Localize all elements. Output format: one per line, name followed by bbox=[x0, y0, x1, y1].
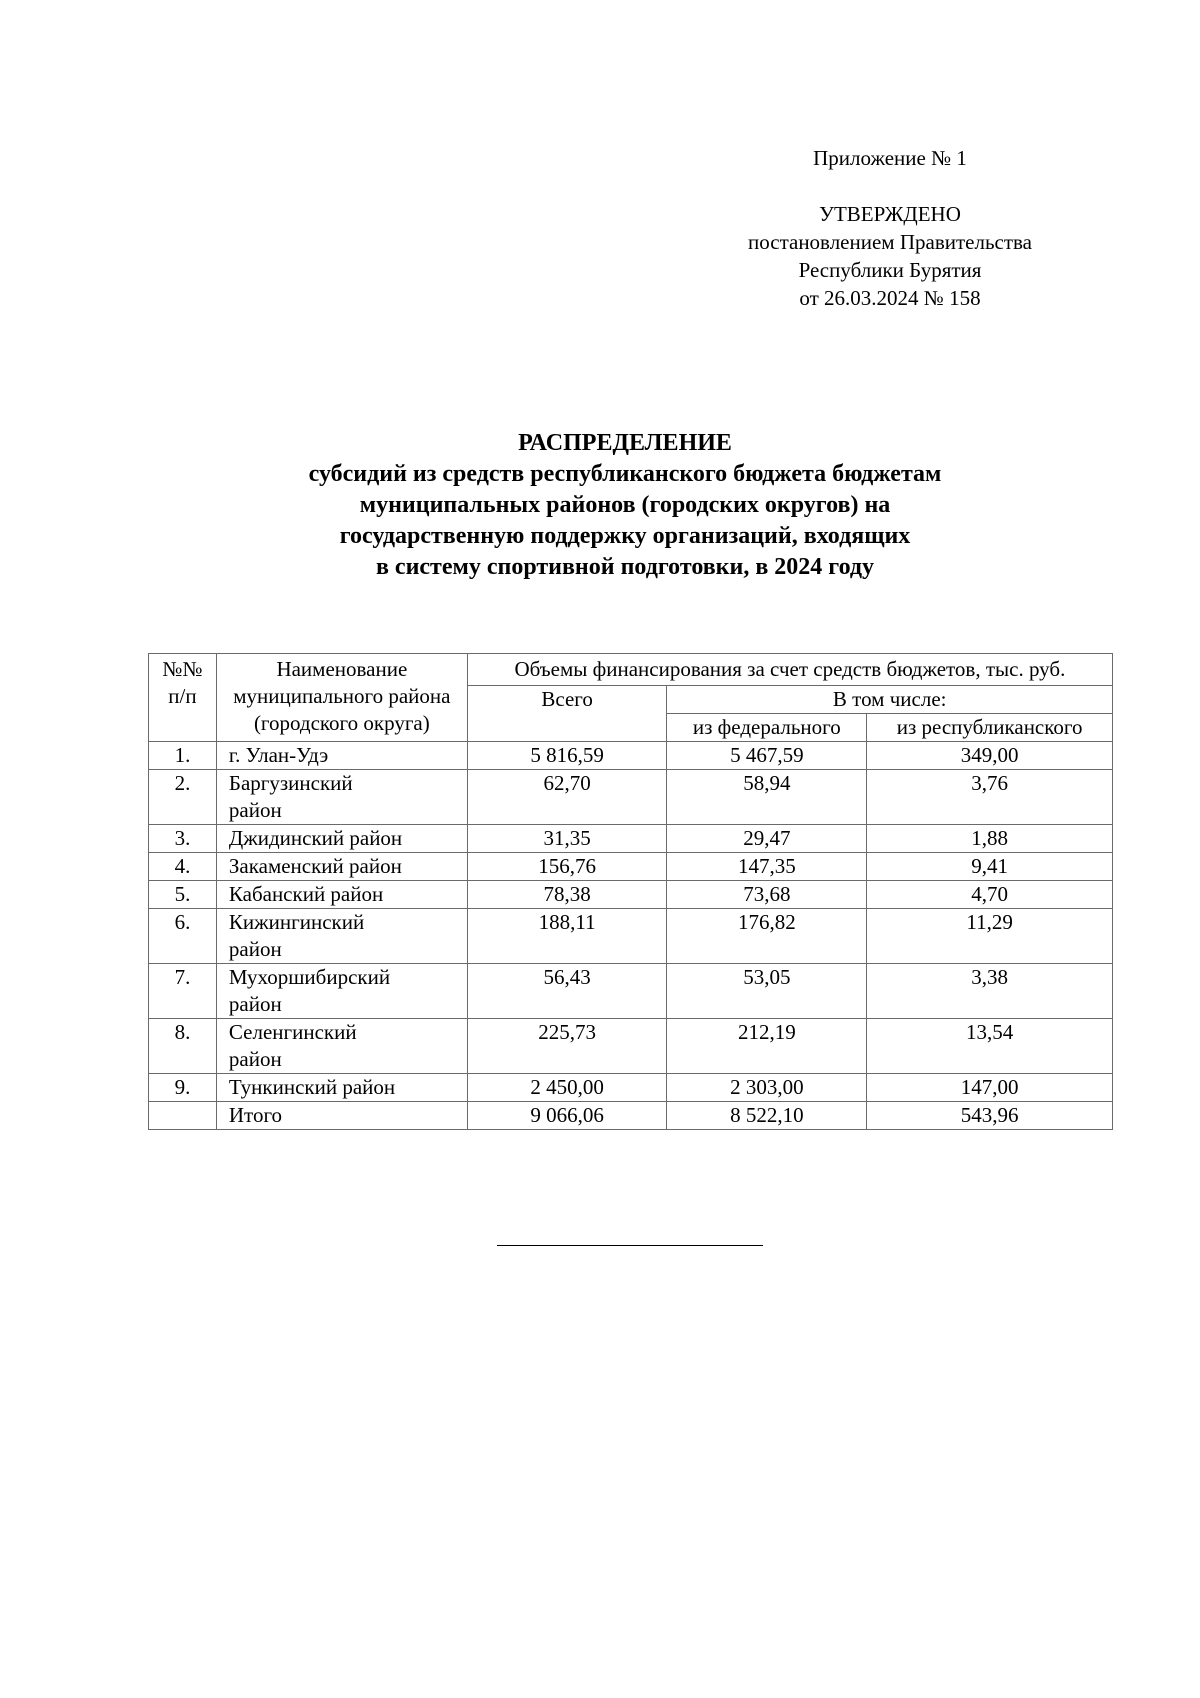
header-number: №№ п/п bbox=[149, 654, 217, 742]
title-line-5: в систему спортивной подготовки, в 2024 году bbox=[375, 554, 875, 580]
table-row bbox=[149, 825, 1113, 853]
row-number: 6. bbox=[149, 909, 217, 964]
row-federal: 53,05 bbox=[667, 964, 867, 1019]
row-total: 31,35 bbox=[467, 825, 667, 853]
header-federal: из федерального bbox=[667, 714, 867, 742]
table-row bbox=[149, 909, 1113, 964]
row-federal: 5 467,59 bbox=[667, 742, 867, 770]
approval-line-1: постановлением Правительства bbox=[747, 230, 1032, 254]
subsidy-table bbox=[148, 653, 1113, 1130]
total-row bbox=[149, 1102, 1113, 1130]
row-federal: 176,82 bbox=[667, 909, 867, 964]
row-district-name: Тункинский район bbox=[216, 1074, 467, 1102]
header-total: Всего bbox=[467, 686, 667, 742]
row-district-name: Кабанский район bbox=[216, 881, 467, 909]
row-total: 156,76 bbox=[467, 853, 667, 881]
total-republican: 543,96 bbox=[867, 1102, 1113, 1130]
table-row bbox=[149, 1074, 1113, 1102]
row-federal: 58,94 bbox=[667, 770, 867, 825]
row-total: 5 816,59 bbox=[467, 742, 667, 770]
table-row bbox=[149, 742, 1113, 770]
title-line-4: государственную поддержку организаций, входящих bbox=[339, 523, 911, 549]
row-republican: 3,38 bbox=[867, 964, 1113, 1019]
row-federal: 212,19 bbox=[667, 1019, 867, 1074]
row-total: 56,43 bbox=[467, 964, 667, 1019]
header-funding: Объемы финансирования за счет средств бюджетов, тыс. руб. bbox=[467, 654, 1112, 686]
approved-stamp: УТВЕРЖДЕНО bbox=[819, 202, 961, 226]
total-federal: 8 522,10 bbox=[667, 1102, 867, 1130]
table-row bbox=[149, 1019, 1113, 1074]
appendix-label: Приложение № 1 bbox=[813, 146, 967, 170]
table-row bbox=[149, 770, 1113, 825]
title-line-3: муниципальных районов (городских округов) на bbox=[359, 492, 891, 518]
approval-line-2: Республики Бурятия bbox=[798, 258, 982, 282]
row-district-name: Мухоршибирский район bbox=[216, 964, 467, 1019]
row-number: 9. bbox=[149, 1074, 217, 1102]
row-republican: 13,54 bbox=[867, 1019, 1113, 1074]
row-total: 62,70 bbox=[467, 770, 667, 825]
closing-rule bbox=[497, 1245, 763, 1246]
row-republican: 9,41 bbox=[867, 853, 1113, 881]
row-total: 188,11 bbox=[467, 909, 667, 964]
header-republican: из республиканского bbox=[867, 714, 1113, 742]
row-district-name: Баргузинский район bbox=[216, 770, 467, 825]
row-federal: 73,68 bbox=[667, 881, 867, 909]
row-federal: 29,47 bbox=[667, 825, 867, 853]
table-row bbox=[149, 881, 1113, 909]
row-number: 3. bbox=[149, 825, 217, 853]
row-federal: 2 303,00 bbox=[667, 1074, 867, 1102]
row-number: 5. bbox=[149, 881, 217, 909]
row-republican: 11,29 bbox=[867, 909, 1113, 964]
approval-line-3: от 26.03.2024 № 158 bbox=[799, 286, 981, 310]
row-republican: 4,70 bbox=[867, 881, 1113, 909]
row-district-name: Джидинский район bbox=[216, 825, 467, 853]
title-line-1: РАСПРЕДЕЛЕНИЕ bbox=[518, 430, 732, 456]
table-body bbox=[149, 742, 1113, 1102]
row-republican: 349,00 bbox=[867, 742, 1113, 770]
row-number: 2. bbox=[149, 770, 217, 825]
total-sum: 9 066,06 bbox=[467, 1102, 667, 1130]
row-number: 7. bbox=[149, 964, 217, 1019]
row-number: 1. bbox=[149, 742, 217, 770]
row-republican: 147,00 bbox=[867, 1074, 1113, 1102]
total-number bbox=[149, 1102, 217, 1130]
row-district-name: г. Улан-Удэ bbox=[216, 742, 467, 770]
row-district-name: Закаменский район bbox=[216, 853, 467, 881]
total-label: Итого bbox=[216, 1102, 467, 1130]
row-total: 225,73 bbox=[467, 1019, 667, 1074]
row-number: 4. bbox=[149, 853, 217, 881]
row-federal: 147,35 bbox=[667, 853, 867, 881]
document-title bbox=[150, 428, 1100, 583]
row-republican: 3,76 bbox=[867, 770, 1113, 825]
header-name: Наименование муниципального района (городского округа) bbox=[216, 654, 467, 742]
header-including: В том числе: bbox=[667, 686, 1113, 714]
row-district-name: Кижингинский район bbox=[216, 909, 467, 964]
row-total: 2 450,00 bbox=[467, 1074, 667, 1102]
row-total: 78,38 bbox=[467, 881, 667, 909]
title-line-2: субсидий из средств республиканского бюджета бюджетам bbox=[308, 461, 942, 487]
row-district-name: Селенгинский район bbox=[216, 1019, 467, 1074]
row-number: 8. bbox=[149, 1019, 217, 1074]
row-republican: 1,88 bbox=[867, 825, 1113, 853]
table-row bbox=[149, 964, 1113, 1019]
table-row bbox=[149, 853, 1113, 881]
